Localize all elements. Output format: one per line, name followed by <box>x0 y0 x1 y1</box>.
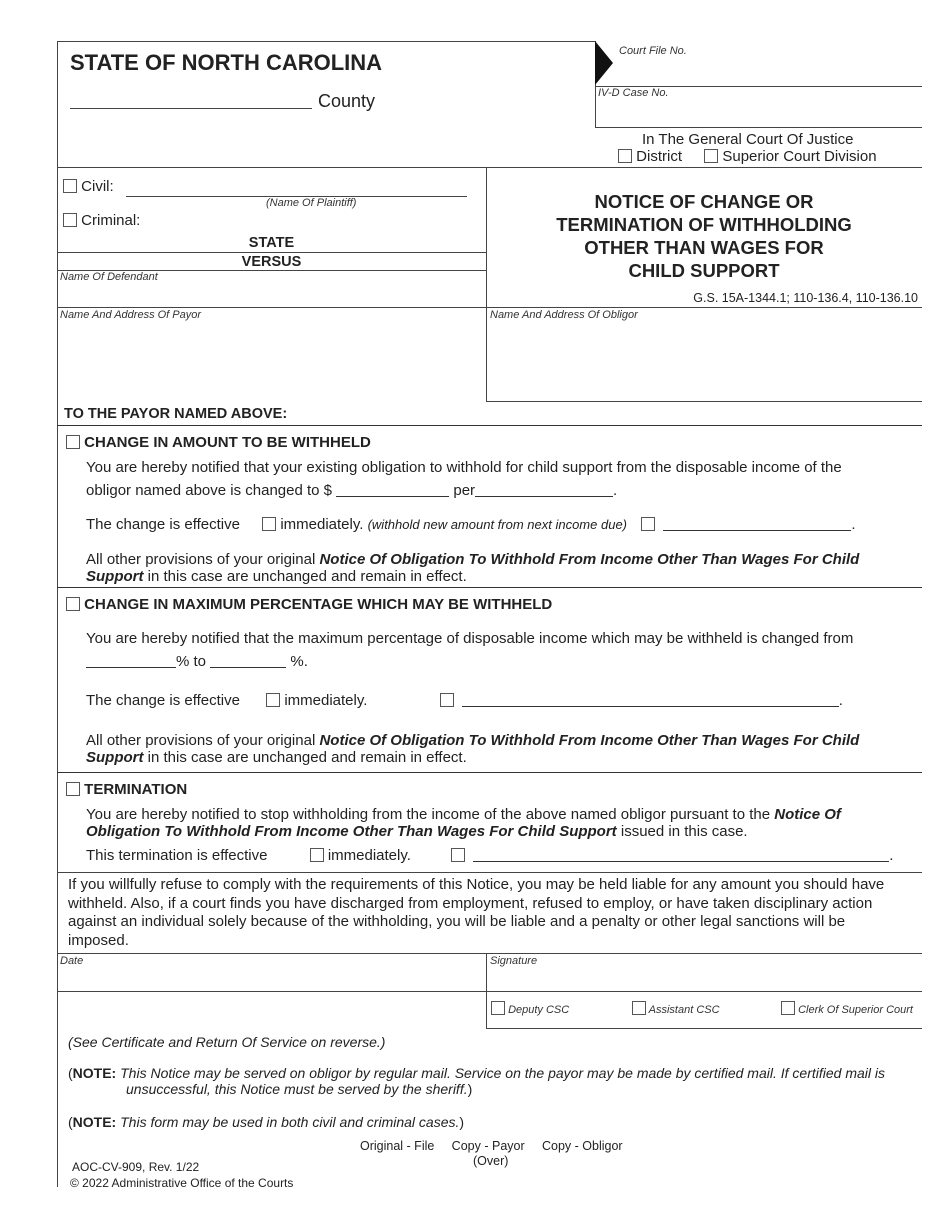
percent-provisions-d: in this case are unchanged and remain in effect. <box>143 749 467 766</box>
left-border <box>57 41 58 1187</box>
top-border <box>57 41 596 42</box>
amount-period-field[interactable] <box>475 483 613 497</box>
amount-divider <box>57 587 922 588</box>
note-1-cont: unsuccessful, this Notice must be served by the sheriff.) <box>126 1081 473 1097</box>
amount-heading-row <box>66 434 371 451</box>
amount-checkbox[interactable] <box>66 435 80 449</box>
form-title <box>486 190 922 282</box>
court-name: In The General Court Of Justice <box>642 131 854 148</box>
see-certificate: (See Certificate and Return Of Service on reverse.) <box>68 1034 386 1050</box>
superior-label: Superior Court Division <box>722 148 877 165</box>
note-2-text: This form may be used in both civil and criminal cases. <box>120 1114 460 1130</box>
obligor-label: Name And Address Of Obligor <box>490 309 638 321</box>
percent-effective-label: The change is effective <box>86 692 240 709</box>
termination-text-2b: issued in this case. <box>616 823 748 840</box>
termination-divider <box>57 872 922 873</box>
deputy-row <box>491 1001 569 1016</box>
amount-provisions <box>86 551 906 585</box>
signature-label: Signature <box>490 955 538 967</box>
court-file-no-label: Court File No. <box>619 45 687 57</box>
amount-text-2a: obligor named above is changed to $ <box>86 482 333 499</box>
termination-immediately-checkbox[interactable] <box>310 848 324 862</box>
percent-checkbox[interactable] <box>66 597 80 611</box>
amount-next-income: (withhold new amount from next income due) <box>367 517 627 532</box>
percent-provisions-a: All other provisions of your original <box>86 732 320 749</box>
parties-divider <box>57 307 922 308</box>
ivd-case-no-line <box>595 127 922 128</box>
form-number: AOC-CV-909, Rev. 1/22 <box>72 1160 200 1174</box>
county-label: County <box>318 91 376 111</box>
termination-date-field[interactable] <box>473 848 889 862</box>
clerk-checkbox[interactable] <box>781 1001 795 1015</box>
criminal-checkbox[interactable] <box>63 213 77 227</box>
warning-paragraph <box>68 876 918 950</box>
termination-checkbox[interactable] <box>66 782 80 796</box>
termination-heading-row <box>66 781 187 798</box>
percent-effective-row: The change is effective immediately. . <box>86 692 843 709</box>
percent-immediately-checkbox[interactable] <box>266 693 280 707</box>
note-2: (NOTE: This form may be used in both civil and criminal cases.) <box>68 1114 465 1130</box>
termination-heading: TERMINATION <box>84 781 188 798</box>
warning-line-3: against an individual solely because of the withholding, you will be liable and a penalty or other legal sanctions will be <box>68 913 846 930</box>
percent-divider <box>57 772 922 773</box>
deputy-checkbox[interactable] <box>491 1001 505 1015</box>
superior-checkbox[interactable] <box>704 149 718 163</box>
percent-to-field[interactable] <box>210 654 286 668</box>
amount-provisions-c: Support <box>86 568 144 585</box>
name-of-plaintiff-label: (Name Of Plaintiff) <box>266 197 357 209</box>
termination-date-checkbox[interactable] <box>451 848 465 862</box>
deputy-label: Deputy CSC <box>508 1004 570 1016</box>
state-underline <box>57 252 486 253</box>
copies-distribution: Original - File Copy - Payor Copy - Obligor <box>360 1139 623 1153</box>
percent-text-2 <box>86 653 308 670</box>
assistant-checkbox[interactable] <box>632 1001 646 1015</box>
title-line-4: CHILD SUPPORT <box>628 260 780 281</box>
address-bottom <box>486 401 922 402</box>
title-line-3: OTHER THAN WAGES FOR <box>584 237 824 258</box>
district-checkbox[interactable] <box>618 149 632 163</box>
state-label: STATE <box>248 235 295 251</box>
clerk-row <box>781 1001 913 1016</box>
note-1-text-b: unsuccessful, this Notice must be served by the sheriff. <box>126 1081 468 1097</box>
note-1: (NOTE: This Notice may be served on obligor by regular mail. Service on the payor may be made by certified mail. If certified mail is <box>68 1065 886 1081</box>
title-line-1: NOTICE OF CHANGE OR <box>594 191 814 212</box>
clerk-label: Clerk Of Superior Court <box>798 1004 913 1016</box>
civil-checkbox[interactable] <box>63 179 77 193</box>
percent-immediately-label: immediately. <box>284 692 368 709</box>
assistant-label: Assistant CSC <box>648 1004 720 1016</box>
title-line-2: TERMINATION OF WITHHOLDING <box>556 214 852 235</box>
district-label: District <box>636 148 682 165</box>
payor-label: Name And Address Of Payor <box>60 309 202 321</box>
over-label: (Over) <box>473 1154 509 1168</box>
amount-text-1: You are hereby notified that your existing obligation to withhold for child support from the disposable income of the <box>86 459 842 476</box>
name-of-defendant-label: Name Of Defendant <box>60 271 158 283</box>
amount-provisions-b: Notice Of Obligation To Withhold From Income Other Than Wages For Child <box>319 551 860 568</box>
civil-row <box>63 178 114 195</box>
header-divider <box>57 167 922 168</box>
percent-text-1: You are hereby notified that the maximum percentage of disposable income which may be withheld is changed from <box>86 630 854 647</box>
court-division-row <box>618 148 877 165</box>
versus-label: VERSUS <box>241 254 302 270</box>
amount-immediately-label: immediately. <box>280 516 364 533</box>
warning-line-1: If you willfully refuse to comply with the requirements of this Notice, you may be held liable for any amount you should have <box>68 876 885 893</box>
amount-date-field[interactable] <box>663 517 851 531</box>
signature-mid <box>57 991 922 992</box>
amount-text-2: obligor named above is changed to $ per . <box>86 482 618 499</box>
amount-effective-row: The change is effective immediately. (withhold new amount from next income due) . <box>86 516 856 533</box>
amount-field[interactable] <box>336 483 449 497</box>
amount-effective-label: The change is effective <box>86 516 240 533</box>
amount-provisions-d: in this case are unchanged and remain in effect. <box>143 568 467 585</box>
to-payor-heading: TO THE PAYOR NAMED ABOVE: <box>64 406 288 422</box>
termination-text-2a: Obligation To Withhold From Income Other Than Wages For Child Support <box>86 823 617 840</box>
percent-to-label: % to <box>176 653 207 670</box>
percent-provisions <box>86 732 906 766</box>
assistant-row <box>632 1001 720 1016</box>
percent-end-label: %. <box>290 653 308 670</box>
note-2-label: NOTE: <box>72 1114 117 1130</box>
termination-immediately-label: immediately. <box>327 847 411 864</box>
amount-heading: CHANGE IN AMOUNT TO BE WITHHELD <box>84 434 371 451</box>
warning-line-4: imposed. <box>68 931 129 949</box>
percent-heading: CHANGE IN MAXIMUM PERCENTAGE WHICH MAY BE WITHHELD <box>84 596 553 613</box>
amount-date-checkbox[interactable] <box>641 517 655 531</box>
note-1-text-a: This Notice may be served on obligor by regular mail. Service on the payor may be made by certified mail. If certified mail is <box>120 1065 886 1081</box>
percent-date-field[interactable] <box>462 693 839 707</box>
criminal-row <box>63 212 140 229</box>
civil-label: Civil: <box>81 178 114 195</box>
percent-date-checkbox[interactable] <box>440 693 454 707</box>
copyright: © 2022 Administrative Office of the Courts <box>70 1176 294 1190</box>
percent-from-field[interactable] <box>86 654 176 668</box>
amount-per: per <box>453 482 476 499</box>
county-line <box>70 108 312 109</box>
date-label: Date <box>60 955 84 967</box>
percent-heading-row <box>66 596 552 613</box>
amount-immediately-checkbox[interactable] <box>262 517 276 531</box>
termination-effective-label: This termination is effective <box>86 847 268 864</box>
criminal-label: Criminal: <box>81 212 141 229</box>
termination-effective-row: This termination is effective immediately. . <box>86 847 894 864</box>
termination-text <box>86 806 916 840</box>
note-1-label: NOTE: <box>72 1065 117 1081</box>
pointer-arrow-icon <box>595 41 615 85</box>
ivd-case-no-label: IV-D Case No. <box>598 87 669 99</box>
warning-line-2: withheld. Also, if a court finds you have discharged from employment, refused to employ, or have taken disciplinary action <box>68 894 873 912</box>
termination-text-1a: You are hereby notified to stop withholding from the income of the above named obligor pursuant to the <box>86 806 775 823</box>
amount-provisions-a: All other provisions of your original <box>86 551 320 568</box>
termination-text-1b: Notice Of <box>774 806 841 823</box>
percent-provisions-c: Support <box>86 749 144 766</box>
to-payor-divider <box>57 425 922 426</box>
signature-bottom <box>486 1028 922 1029</box>
percent-provisions-b: Notice Of Obligation To Withhold From Income Other Than Wages For Child <box>319 732 860 749</box>
signature-top <box>57 953 922 954</box>
state-title: STATE OF NORTH CAROLINA <box>70 50 383 75</box>
statutes: G.S. 15A-1344.1; 110-136.4, 110-136.10 <box>693 291 918 305</box>
